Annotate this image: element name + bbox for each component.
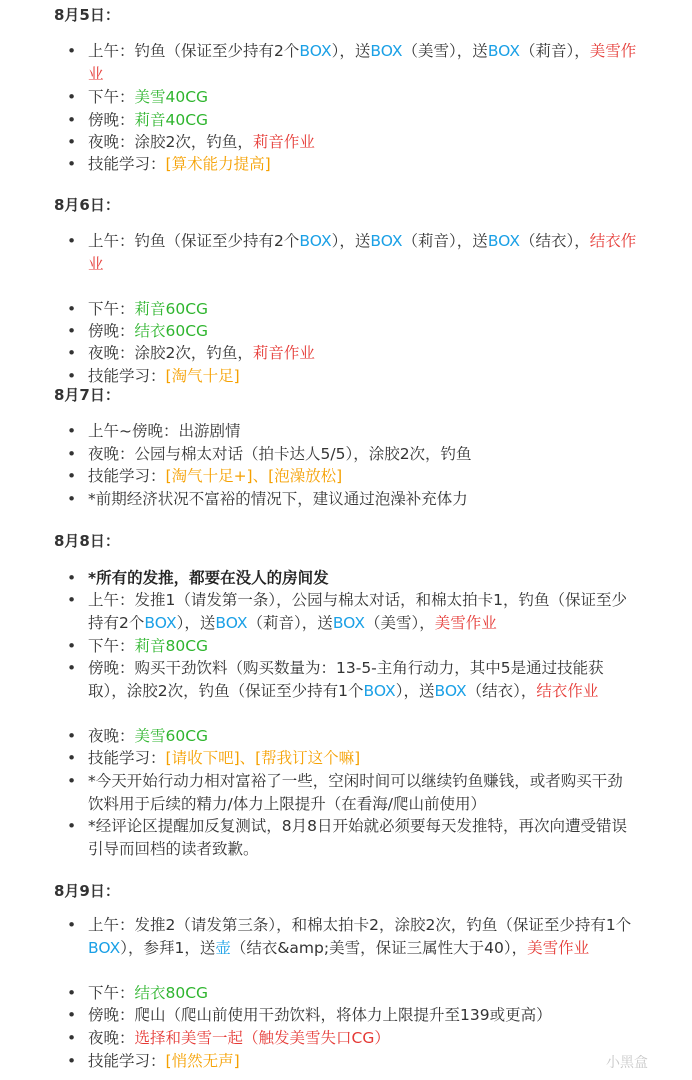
day-heading: 8月9日： — [54, 882, 120, 900]
item-text: 技能学习： — [88, 467, 166, 485]
list-item — [88, 109, 638, 132]
highlight-cg-text: 莉音80CG — [134, 637, 209, 655]
item-text: （美雪），送 — [402, 42, 488, 60]
highlight-task-text: 美雪作业 — [527, 938, 590, 957]
item-text: 傍晚：爬山（爬山前使用干劲饮料，将体力上限提升至139或更高） — [88, 1006, 552, 1024]
highlight-item-text: BOX — [370, 42, 403, 60]
list-item — [88, 914, 638, 959]
highlight-item-text: BOX — [487, 232, 521, 250]
list-item — [88, 40, 638, 85]
item-text: 夜晚： — [88, 1029, 135, 1047]
list-item — [88, 1050, 638, 1073]
highlight-item-text: BOX — [434, 681, 467, 700]
list-item — [88, 982, 638, 1005]
item-text: （结衣&amp;美雪，保证三属性大于40）， — [230, 938, 528, 957]
highlight-item-text: BOX — [215, 613, 248, 632]
list-item — [88, 230, 638, 275]
list-item — [88, 1004, 638, 1027]
list-item — [88, 443, 638, 466]
item-text: 下午： — [88, 88, 135, 106]
list-item — [88, 465, 638, 488]
highlight-task-text: 莉音作业 — [252, 133, 315, 151]
highlight-skill-text: [悄然无声] — [165, 1052, 240, 1070]
highlight-skill-text: [淘气十足] — [165, 367, 240, 385]
item-text: *所有的发推，都要在没人的房间发 — [88, 569, 329, 587]
item-text: *经评论区提醒加反复测试，8月8日开始就必须要每天发推特，再次向遭受错误引导而回档的读者致歉。 — [88, 817, 627, 858]
list-item — [88, 420, 638, 443]
day-heading: 8月5日： — [54, 6, 120, 24]
watermark-logo: 小黑盒 — [606, 1055, 648, 1071]
highlight-item-text: BOX — [88, 938, 121, 957]
item-text: 下午： — [88, 637, 135, 655]
highlight-task-text: 选择和美雪一起（触发美雪失口CG） — [134, 1029, 390, 1047]
item-text: ），送 — [395, 681, 435, 700]
list-item — [88, 342, 638, 365]
list-item — [88, 153, 638, 176]
item-text: 上午：发推1（请发第一条），公园与棉太对话，和棉太拍卡1，钓鱼（保证至少持有2个 — [88, 591, 627, 632]
item-text: （结衣）， — [466, 681, 537, 700]
item-text: *前期经济状况不富裕的情况下，建议通过泡澡补充体力 — [88, 490, 468, 508]
highlight-task-text: 结衣作业 — [88, 232, 637, 273]
highlight-cg-text: 莉音60CG — [134, 300, 209, 318]
day-heading: 8月6日： — [54, 196, 120, 214]
highlight-item-text: BOX — [487, 42, 521, 60]
list-item — [88, 365, 638, 388]
highlight-task-text: 结衣作业 — [536, 681, 599, 700]
item-text: （莉音），送 — [402, 232, 488, 250]
item-text: 上午：钓鱼（保证至少持有2个 — [88, 232, 300, 250]
highlight-item-text: BOX — [144, 613, 177, 632]
item-text: 傍晚： — [88, 111, 135, 129]
highlight-skill-text: [淘气十足+]、[泡澡放松] — [165, 467, 343, 485]
list-item — [88, 635, 638, 658]
item-text: *今天开始行动力相对富裕了一些，空闲时间可以继续钓鱼赚钱，或者购买干劲饮料用于后续的精力/体力上限提升（在看海/爬山前使用） — [88, 772, 623, 813]
item-text: 技能学习： — [88, 749, 166, 767]
item-text: 技能学习： — [88, 1052, 166, 1070]
list-item — [88, 131, 638, 154]
item-text: ），送 — [176, 613, 216, 632]
highlight-item-text: BOX — [299, 42, 332, 60]
highlight-item-text: BOX — [370, 232, 403, 250]
day-heading: 8月8日： — [54, 532, 120, 550]
highlight-task-text: 莉音作业 — [252, 344, 315, 362]
highlight-item-text: 壶 — [215, 938, 231, 957]
highlight-task-text: 美雪作业 — [88, 42, 637, 83]
item-text: 傍晚：购买干劲饮料（购买数量为：13-5-主角行动力，其中5是通过技能获取），涂胶2次，钓鱼（保证至少持有1个 — [88, 659, 604, 700]
list-item — [88, 320, 638, 343]
item-text: ），送 — [331, 232, 371, 250]
day-heading: 8月7日： — [54, 386, 120, 404]
item-text: 夜晚：公园与棉太对话（拍卡达人5/5），涂胶2次，钓鱼 — [88, 445, 472, 463]
list-item — [88, 770, 638, 815]
list-item — [88, 815, 638, 860]
item-text: （美雪）， — [365, 613, 435, 632]
highlight-item-text: BOX — [363, 681, 396, 700]
list-item — [88, 1027, 638, 1050]
highlight-cg-text: 莉音40CG — [134, 111, 209, 129]
item-text: 技能学习： — [88, 155, 166, 173]
item-text: 上午~傍晚：出游剧情 — [88, 422, 241, 440]
highlight-cg-text: 结衣80CG — [134, 984, 209, 1002]
item-text: 技能学习： — [88, 367, 166, 385]
list-item — [88, 657, 638, 702]
item-text: 下午： — [88, 300, 135, 318]
item-text: 夜晚： — [88, 727, 135, 745]
item-text: 夜晚：涂胶2次，钓鱼， — [88, 344, 253, 362]
list-item — [88, 747, 638, 770]
highlight-task-text: 美雪作业 — [434, 613, 497, 632]
highlight-cg-text: 结衣60CG — [134, 322, 209, 340]
highlight-skill-text: [算术能力提高] — [165, 155, 271, 173]
item-text: 傍晚： — [88, 322, 135, 340]
highlight-item-text: BOX — [299, 232, 332, 250]
list-item — [88, 589, 638, 634]
highlight-skill-text: [请收下吧]、[帮我订这个嘛] — [165, 749, 361, 767]
item-text: ），参拜1，送 — [120, 938, 216, 957]
list-item — [88, 567, 638, 590]
highlight-cg-text: 美雪40CG — [134, 88, 209, 106]
item-text: （莉音），送 — [247, 613, 333, 632]
item-text: （莉音）， — [520, 42, 590, 60]
list-item — [88, 488, 638, 511]
item-text: ），送 — [331, 42, 371, 60]
list-item — [88, 725, 638, 748]
highlight-item-text: BOX — [332, 613, 366, 632]
item-text: （结衣）， — [520, 232, 590, 250]
item-text: 上午：发推2（请发第三条），和棉太拍卡2，涂胶2次，钓鱼（保证至少持有1个 — [88, 916, 632, 934]
item-text: 上午：钓鱼（保证至少持有2个 — [88, 42, 300, 60]
item-text: 夜晚：涂胶2次，钓鱼， — [88, 133, 253, 151]
list-item — [88, 86, 638, 109]
list-item — [88, 298, 638, 321]
highlight-cg-text: 美雪60CG — [134, 727, 209, 745]
item-text: 下午： — [88, 984, 135, 1002]
